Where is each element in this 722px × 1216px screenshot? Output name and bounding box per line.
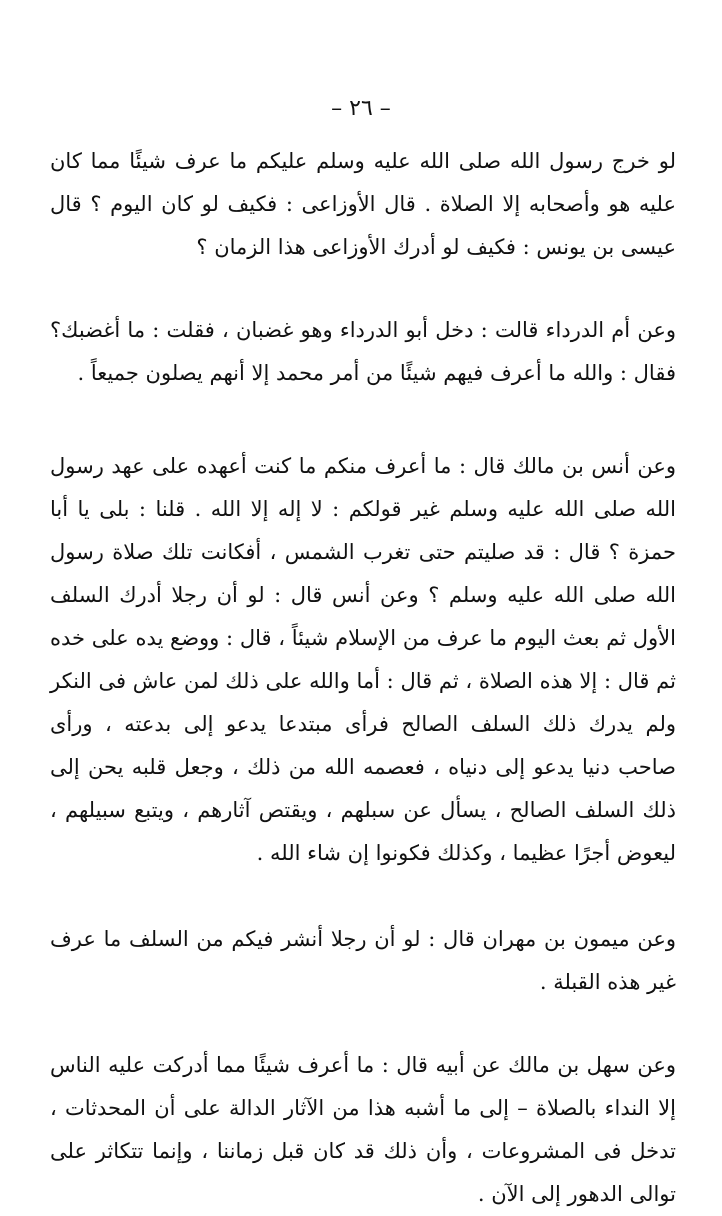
paragraph-2: وعن أم الدرداء قالت : دخل أبو الدرداء وهو غضبان ، فقلت : ما أغضبك؟ فقال : والله ما أعرف فيهم شيئًا من أمر محمد إلا أنهم يصلون جميعاً . (50, 318, 676, 385)
page-body (50, 140, 676, 1216)
paragraph-4: وعن ميمون بن مهران قال : لو أن رجلا أنشر فيكم من السلف ما عرف غير هذه القبلة . (50, 927, 676, 994)
paragraph-1: لو خرج رسول الله صلى الله عليه وسلم عليكم ما عرف شيئًا مما كان عليه هو وأصحابه إلا الصلاة . قال الأوزاعى : فكيف لو كان اليوم ؟ قال عيسى بن يونس : فكيف لو أدرك الأوزاعى هذا الزمان ؟ (50, 149, 676, 259)
paragraph-5: وعن سهل بن مالك عن أبيه قال : ما أعرف شيئًا مما أدركت عليه الناس إلا النداء بالصلاة – إلى ما أشبه هذا من الآثار الدالة على أن المحدثات ، تدخل فى المشروعات ، وأن ذلك قد كان قبل زماننا ، وإنما تتكاثر على توالى الدهور إلى الآن . (50, 1053, 676, 1206)
paragraph-3: وعن أنس بن مالك قال : ما أعرف منكم ما كنت أعهده على عهد رسول الله صلى الله عليه وسلم غير قولكم : لا إله إلا الله . قلنا : بلى يا أبا حمزة ؟ قال : قد صليتم حتى تغرب الشمس ، أفكانت تلك صلاة رسول الله صلى الله عليه وسلم ؟ وعن أنس قال : لو أن رجلا أدرك السلف الأول ثم بعث اليوم ما عرف من الإسلام شيئاً ، قال : ووضع يده على خده ثم قال : إلا هذه الصلاة ، ثم قال : أما والله على ذلك لمن عاش فى النكر ولم يدرك ذلك السلف الصالح فرأى مبتدعا يدعو إلى بدعته ، ورأى صاحب دنيا يدعو إلى دنياه ، فعصمه الله من ذلك ، وجعل قلبه يحن إلى ذلك السلف الصالح ، يسأل عن سبلهم ، ويقتص آثارهم ، ويتبع سبيلهم ، ليعوض أجرًا عظيما ، وكذلك فكونوا إن شاء الله . (50, 454, 677, 865)
page-number: – ٢٦ – (331, 96, 391, 121)
